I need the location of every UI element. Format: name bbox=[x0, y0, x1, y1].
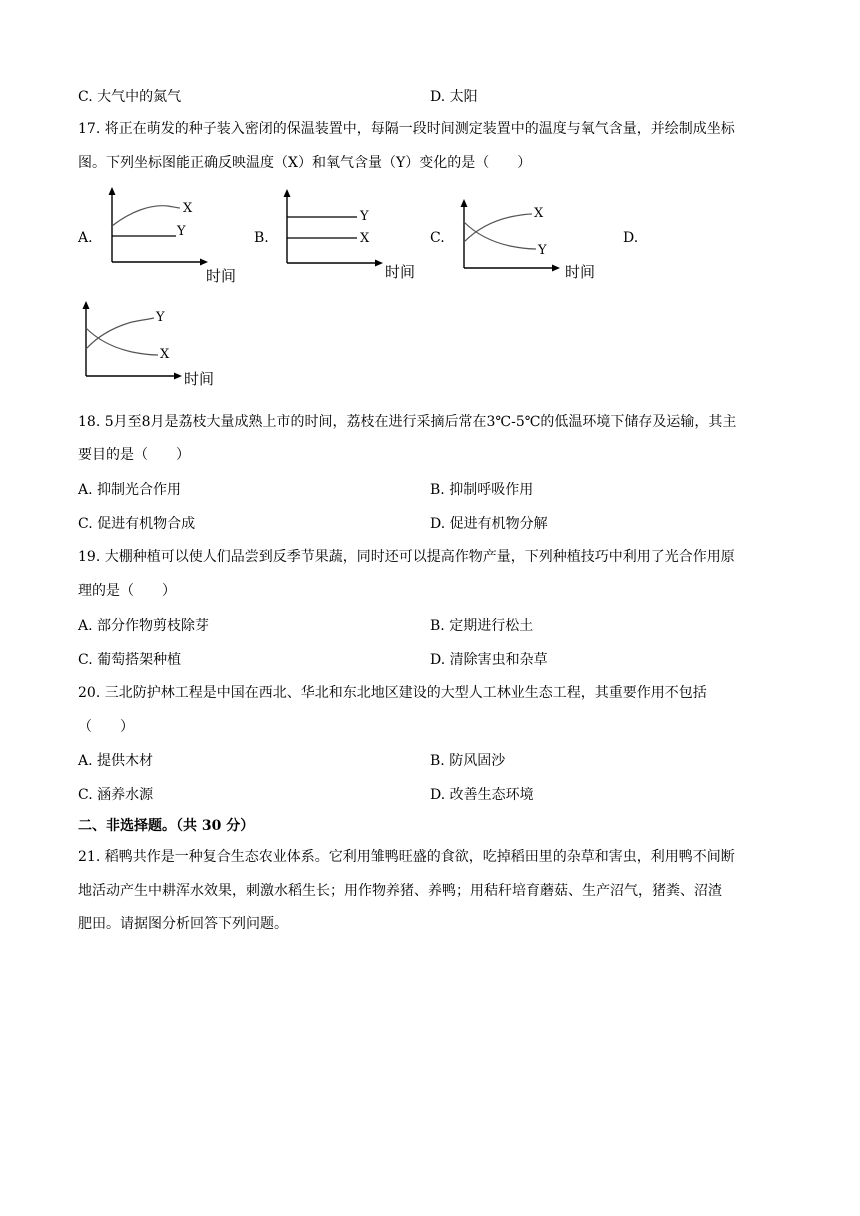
q17-graph-d-time-label: 时间 bbox=[184, 370, 215, 388]
q19-option-c: C. 葡萄搭架种植 bbox=[78, 652, 182, 668]
q16-option-d: D. 太阳 bbox=[430, 89, 478, 105]
q19-stem-line2: 理的是（ ） bbox=[78, 583, 176, 599]
q20-option-d: D. 改善生态环境 bbox=[430, 787, 534, 803]
q19-option-a: A. 部分作物剪枝除芽 bbox=[78, 618, 210, 634]
q17-option-a-letter: A. bbox=[78, 230, 93, 246]
q20-stem-line1: 20. 三北防护林工程是中国在西北、华北和东北地区建设的大型人工林业生态工程，其重要作用不包括 bbox=[78, 685, 707, 701]
q18-option-d: D. 促进有机物分解 bbox=[430, 516, 548, 532]
q17-graph-d-x-label: X bbox=[160, 347, 170, 362]
q17-stem-line1: 17. 将正在萌发的种子装入密闭的保温装置中，每隔一段时间测定装置中的温度与氧气含量，并绘制成坐标 bbox=[78, 121, 735, 137]
q18-option-c: C. 促进有机物合成 bbox=[78, 516, 196, 532]
q17-graph-c-x-label: X bbox=[534, 206, 544, 221]
q17-graph-b-y-label: Y bbox=[360, 209, 369, 224]
q20-stem-line2: （ ） bbox=[78, 719, 134, 735]
section-heading: 二、非选择题。（共 30 分） bbox=[78, 818, 255, 834]
q21-stem-line3: 肥田。请据图分析回答下列问题。 bbox=[78, 916, 288, 932]
q17-graph-a-x-label: X bbox=[183, 201, 193, 216]
q19-option-d: D. 清除害虫和杂草 bbox=[430, 652, 548, 668]
q17-option-d-letter: D. bbox=[623, 230, 639, 246]
q20-option-b: B. 防风固沙 bbox=[430, 753, 506, 769]
q17-graph-c-y-label: Y bbox=[538, 243, 547, 258]
q19-stem-line1: 19. 大棚种植可以使人们品尝到反季节果蔬，同时还可以提高作物产量，下列种植技巧中利用了光合作用原 bbox=[78, 549, 735, 565]
q17-graph-c bbox=[452, 186, 612, 286]
q18-stem-line2: 要目的是（ ） bbox=[78, 447, 190, 463]
q17-graph-b bbox=[275, 186, 425, 286]
q20-option-a: A. 提供木材 bbox=[78, 753, 154, 769]
q18-option-a: A. 抑制光合作用 bbox=[78, 482, 182, 498]
q17-graph-a-time-label: 时间 bbox=[206, 267, 237, 285]
q16-option-c: C. 大气中的氮气 bbox=[78, 89, 182, 105]
q17-option-b-letter: B. bbox=[254, 230, 269, 246]
q17-stem-line2: 图。下列坐标图能正确反映温度（X）和氧气含量（Y）变化的是（ ） bbox=[78, 155, 532, 171]
q17-graph-b-time-label: 时间 bbox=[385, 263, 416, 281]
q18-option-b: B. 抑制呼吸作用 bbox=[430, 482, 534, 498]
q21-stem-line1: 21. 稻鸭共作是一种复合生态农业体系。它利用雏鸭旺盛的食欲，吃掉稻田里的杂草和害虫，利用鸭不间断 bbox=[78, 849, 735, 865]
q17-option-c-letter: C. bbox=[430, 230, 445, 246]
q17-graph-b-x-label: X bbox=[360, 231, 370, 246]
q17-graph-c-time-label: 时间 bbox=[565, 263, 596, 281]
q17-graph-d-y-label: Y bbox=[156, 310, 165, 325]
q17-graph-a-y-label: Y bbox=[177, 224, 186, 239]
q19-option-b: B. 定期进行松土 bbox=[430, 618, 534, 634]
q21-stem-line2: 地活动产生中耕浑水效果，刺激水稻生长；用作物养猪、养鸭；用秸秆培育蘑菇、生产沼气，猪粪、沼渣 bbox=[78, 883, 722, 899]
q17-graph-a bbox=[100, 186, 250, 286]
q17-graph-d bbox=[74, 296, 234, 396]
q20-option-c: C. 涵养水源 bbox=[78, 787, 154, 803]
q18-stem-line1: 18. 5月至8月是荔枝大量成熟上市的时间，荔枝在进行采摘后常在3℃-5℃的低温环境下储存及运输，其主 bbox=[78, 414, 737, 430]
